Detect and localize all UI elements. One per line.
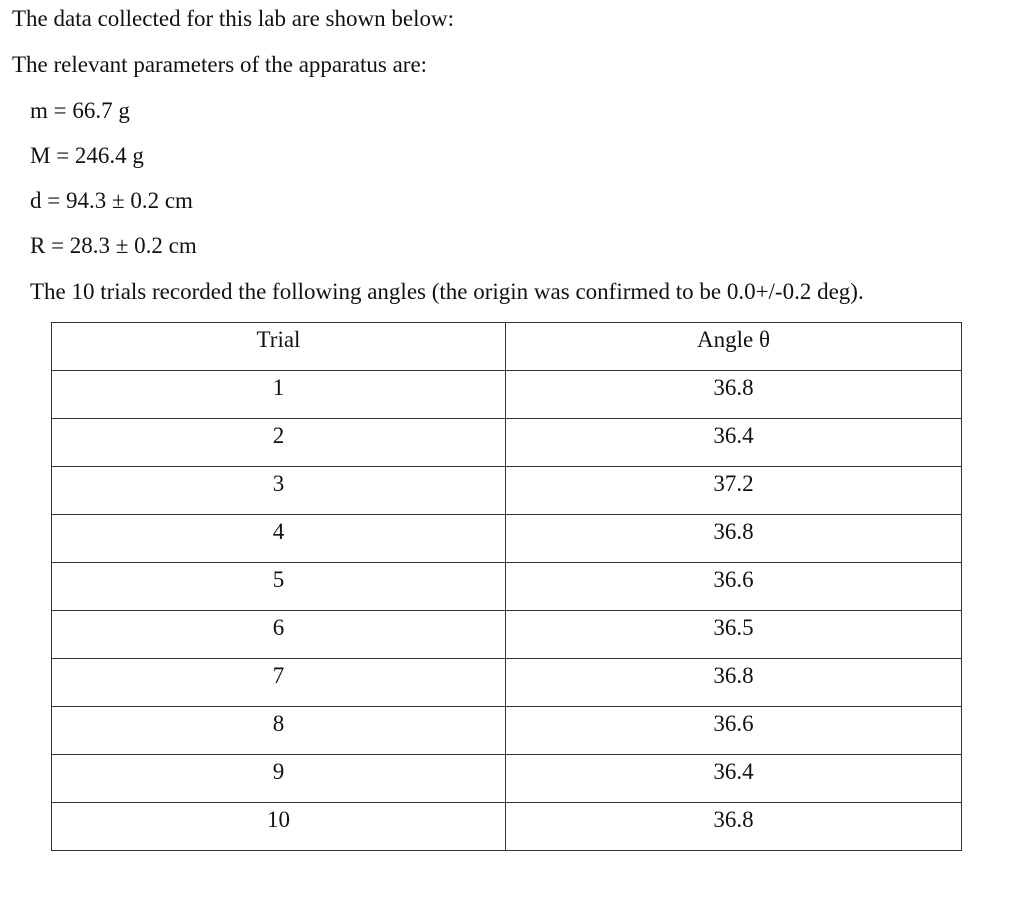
table-row bbox=[52, 803, 962, 851]
table-row bbox=[52, 515, 962, 563]
trial-cell: 1 bbox=[52, 371, 506, 419]
header-trial: Trial bbox=[52, 323, 506, 371]
parameter-small-mass: m = 66.7 g bbox=[30, 98, 130, 123]
trial-cell: 2 bbox=[52, 419, 506, 467]
table-row bbox=[52, 659, 962, 707]
angle-cell: 36.8 bbox=[506, 659, 962, 707]
trial-cell: 10 bbox=[52, 803, 506, 851]
angle-cell: 37.2 bbox=[506, 467, 962, 515]
table-header-row bbox=[52, 323, 962, 371]
table-row bbox=[52, 611, 962, 659]
table-row bbox=[52, 707, 962, 755]
parameter-large-mass: M = 246.4 g bbox=[30, 143, 144, 168]
trial-cell: 4 bbox=[52, 515, 506, 563]
angle-cell: 36.4 bbox=[506, 755, 962, 803]
parameter-radius: R = 28.3 ± 0.2 cm bbox=[30, 233, 197, 258]
parameters-heading: The relevant parameters of the apparatus are: bbox=[12, 52, 428, 77]
angle-cell: 36.8 bbox=[506, 371, 962, 419]
trial-cell: 6 bbox=[52, 611, 506, 659]
angle-cell: 36.4 bbox=[506, 419, 962, 467]
table-row bbox=[52, 371, 962, 419]
intro-text: The data collected for this lab are shown below: bbox=[12, 6, 454, 31]
trial-cell: 7 bbox=[52, 659, 506, 707]
angle-cell: 36.8 bbox=[506, 803, 962, 851]
table-row bbox=[52, 419, 962, 467]
angle-data-table bbox=[51, 322, 962, 851]
table-row bbox=[52, 755, 962, 803]
trials-description: The 10 trials recorded the following angles (the origin was confirmed to be 0.0+/-0.2 deg). bbox=[30, 279, 864, 304]
header-angle: Angle θ bbox=[506, 323, 962, 371]
table-row bbox=[52, 563, 962, 611]
parameter-distance: d = 94.3 ± 0.2 cm bbox=[30, 188, 193, 213]
trial-cell: 5 bbox=[52, 563, 506, 611]
angle-cell: 36.6 bbox=[506, 707, 962, 755]
trial-cell: 8 bbox=[52, 707, 506, 755]
trial-cell: 3 bbox=[52, 467, 506, 515]
angle-cell: 36.6 bbox=[506, 563, 962, 611]
angle-cell: 36.5 bbox=[506, 611, 962, 659]
angle-cell: 36.8 bbox=[506, 515, 962, 563]
table-row bbox=[52, 467, 962, 515]
trial-cell: 9 bbox=[52, 755, 506, 803]
